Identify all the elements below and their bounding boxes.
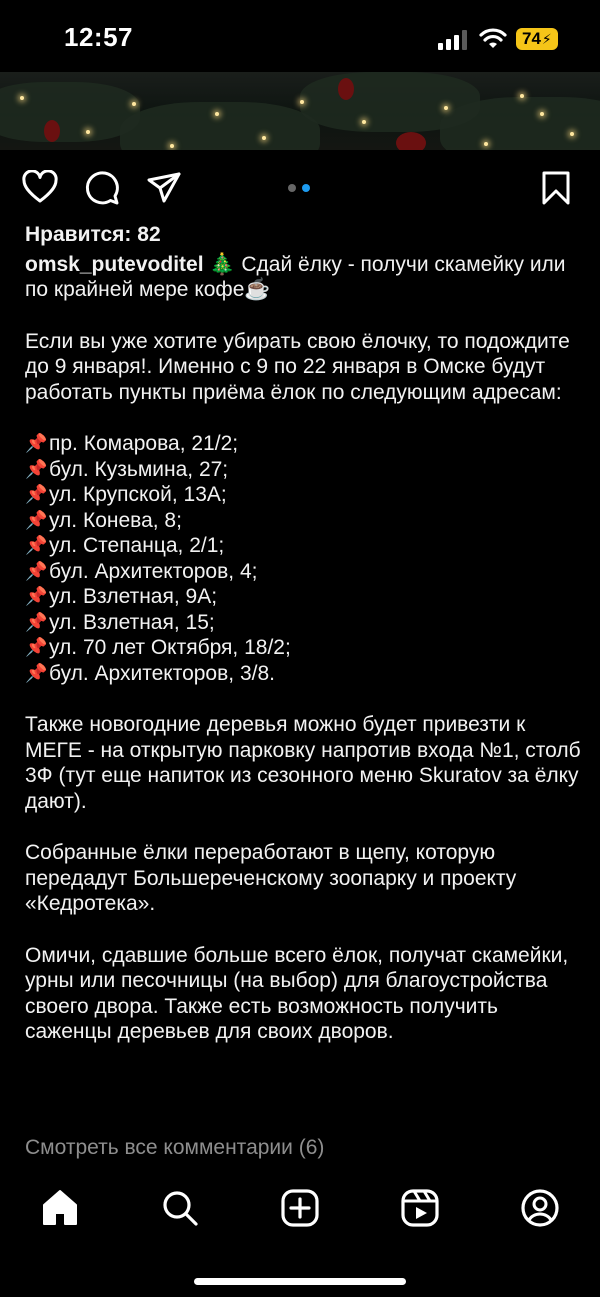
address-item: 📌 бул. Кузьмина, 27; [25, 457, 229, 481]
profile-icon[interactable] [520, 1188, 560, 1228]
address-item: 📌 бул. Архитекторов, 3/8. [25, 661, 275, 685]
address-item: 📌 ул. Крупской, 13А; [25, 483, 227, 506]
battery-level: 74 [522, 29, 541, 48]
pushpin-icon: 📌 [25, 586, 48, 606]
status-time: 12:57 [64, 22, 133, 52]
cellular-signal-icon [438, 30, 468, 50]
charging-bolt-icon: ⚡ [541, 31, 552, 47]
create-post-icon[interactable] [280, 1188, 320, 1228]
pushpin-icon: 📌 [25, 458, 48, 479]
caption-paragraph: Также новогодние деревья можно будет привезти к МЕГЕ - на открытую парковку напротив входа №1, столб 3Ф (тут еще напиток из сезонного меню Skuratov за ёлку дают). [25, 713, 581, 813]
carousel-dot-active [302, 184, 310, 192]
address-item: 📌 ул. Конева, 8; [25, 508, 182, 532]
view-all-comments-link[interactable]: Смотреть все комментарии (6) [25, 1136, 325, 1159]
caption-paragraph: Если вы уже хотите убирать свою ёлочку, то подождите до 9 января!. Именно с 9 по 22 января в Омске будут работать пункты приёма ёлок по следующим адресам: [25, 329, 570, 404]
caption-first-line [25, 252, 585, 303]
pushpin-icon: 📌 [25, 433, 48, 453]
address-item: 📌 бул. Архитекторов, 4; [25, 559, 258, 583]
address-list [25, 431, 585, 686]
battery-indicator [516, 28, 558, 50]
post-caption [25, 222, 585, 1045]
post-username[interactable]: omsk_putevoditel [25, 252, 204, 276]
home-icon[interactable] [40, 1188, 80, 1228]
likes-count[interactable]: Нравится: 82 [25, 223, 161, 246]
home-indicator[interactable] [194, 1278, 406, 1285]
caption-title: 🎄 Сдай ёлку - получи скамейку или по крайней мере кофе☕️ [25, 252, 566, 301]
caption-paragraph: Омичи, сдавшие больше всего ёлок, получат скамейки, урны или песочницы (на выбор) для благоустройства своего двора. Также есть возможность получить саженцы деревьев для своих дворов. [25, 943, 569, 1043]
carousel-indicator [288, 184, 310, 192]
caption-paragraph: Собранные ёлки переработают в щепу, которую передадут Большереченскому зоопарку и проекту «Кедротека». [25, 841, 517, 915]
pushpin-icon: 📌 [25, 560, 48, 581]
share-icon[interactable] [146, 170, 182, 206]
pushpin-icon: 📌 [25, 535, 48, 555]
post-action-bar [0, 160, 600, 216]
reels-icon[interactable] [400, 1188, 440, 1228]
address-item: 📌 ул. Степанца, 2/1; [25, 534, 225, 557]
address-item: 📌 пр. Комарова, 21/2; [25, 432, 239, 455]
address-item: 📌 ул. Взлетная, 15; [25, 610, 215, 634]
pushpin-icon: 📌 [25, 611, 48, 632]
address-item: 📌 ул. Взлетная, 9А; [25, 585, 218, 608]
pushpin-icon: 📌 [25, 509, 48, 530]
search-icon[interactable] [160, 1188, 200, 1228]
wifi-icon [479, 28, 507, 50]
pushpin-icon: 📌 [25, 662, 48, 683]
status-bar [0, 0, 600, 72]
post-image[interactable] [0, 72, 600, 150]
carousel-dot [288, 184, 296, 192]
address-item: 📌 ул. 70 лет Октября, 18/2; [25, 636, 291, 659]
pushpin-icon: 📌 [25, 637, 48, 657]
bookmark-icon[interactable] [538, 170, 574, 206]
heart-icon[interactable] [22, 170, 58, 206]
pushpin-icon: 📌 [25, 484, 48, 504]
comment-icon[interactable] [84, 170, 120, 206]
